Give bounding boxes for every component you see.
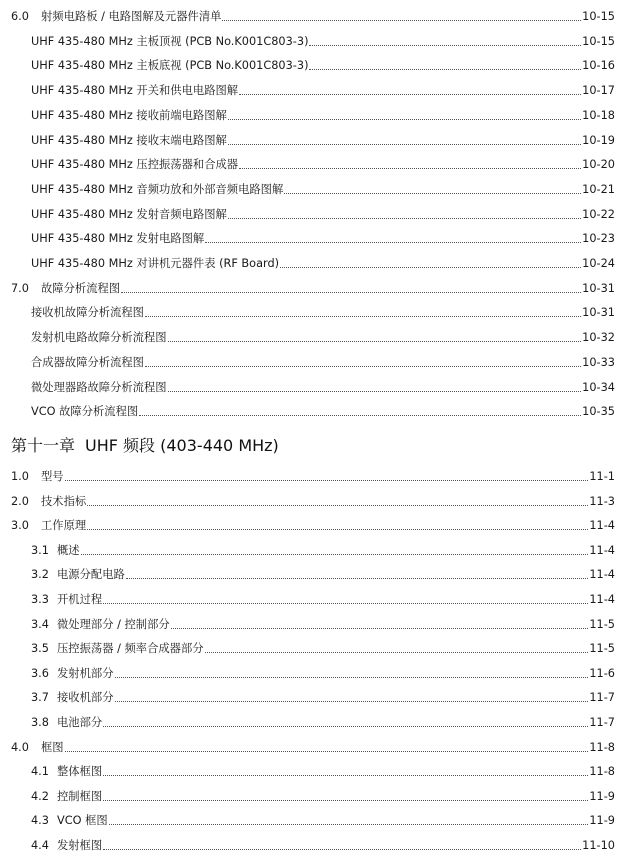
toc-entry[interactable] [0, 226, 633, 246]
dot-leader [284, 192, 581, 194]
toc-entry[interactable] [0, 685, 633, 705]
toc-entry[interactable] [0, 53, 633, 73]
toc-entry[interactable] [0, 325, 633, 345]
toc-entry-title: 合成器故障分析流程图 [31, 355, 144, 369]
dot-leader [168, 390, 582, 392]
toc-entry-title: 故障分析流程图 [41, 281, 121, 295]
dot-leader [228, 143, 581, 145]
toc-entry[interactable] [0, 808, 633, 828]
toc-entry[interactable] [0, 375, 633, 395]
toc-entry[interactable] [0, 29, 633, 49]
toc-entry-title: VCO 框图 [57, 814, 108, 828]
toc-entry-page: 11-6 [589, 666, 615, 680]
toc-entry-number: 6.0 [11, 10, 29, 23]
toc-entry-page: 11-10 [582, 839, 615, 852]
toc-entry-number: 3.3 [31, 593, 49, 606]
dot-leader [103, 848, 581, 850]
toc-entry-title: 整体框图 [57, 765, 103, 779]
dot-leader [239, 93, 581, 95]
toc-entry-number: 4.3 [31, 814, 49, 828]
toc-entry-page: 11-4 [589, 593, 615, 606]
toc-entry-page: 11-7 [589, 691, 615, 705]
toc-entry-page: 11-8 [589, 765, 615, 779]
dot-leader [126, 577, 589, 579]
dot-leader [109, 823, 589, 825]
dot-leader [228, 118, 581, 120]
toc-entry-title: 技术指标 [41, 494, 87, 508]
dot-leader [103, 774, 588, 776]
toc-entry-number: 3.7 [31, 691, 49, 705]
dot-leader [103, 602, 588, 604]
toc-entry-title: 型号 [41, 470, 64, 483]
toc-entry-title: 工作原理 [41, 519, 87, 533]
toc-entry-page: 11-9 [589, 789, 615, 803]
dot-leader [115, 700, 589, 702]
toc-entry[interactable] [0, 833, 633, 853]
dot-leader [205, 241, 581, 243]
dot-leader [65, 750, 589, 752]
toc-entry-title: 压控振荡器 / 频率合成器部分 [57, 642, 204, 656]
toc-entry-title: 接收机部分 [57, 691, 114, 705]
toc-entry-number: 3.8 [31, 716, 49, 729]
dot-leader [115, 676, 589, 678]
toc-entry[interactable] [0, 636, 633, 656]
chapter-heading [11, 433, 289, 459]
dot-leader [103, 799, 588, 801]
toc-entry-title: VCO 故障分析流程图 [31, 405, 139, 419]
toc-entry-title: 框图 [41, 740, 64, 754]
toc-entry-title: UHF 435-480 MHz 接收前端电路图解 [31, 108, 227, 122]
toc-entry[interactable] [0, 202, 633, 222]
dot-leader [145, 365, 581, 367]
toc-entry[interactable] [0, 735, 633, 755]
toc-entry-title: UHF 435-480 MHz 对讲机元器件表 (RF Board) [31, 257, 280, 270]
toc-entry[interactable] [0, 4, 633, 24]
dot-leader [145, 315, 581, 317]
toc-entry[interactable] [0, 103, 633, 123]
dot-leader [309, 68, 581, 70]
toc-entry-title: UHF 435-480 MHz 主板顶视 (PCB No.K001C803-3) [31, 34, 309, 48]
dot-leader [87, 528, 588, 530]
toc-entry-page: 10-23 [582, 232, 615, 246]
toc-entry-number: 4.2 [31, 789, 49, 803]
toc-entry-title: UHF 435-480 MHz 压控振荡器和合成器 [31, 158, 239, 172]
dot-leader [81, 553, 589, 555]
toc-entry-number: 1.0 [11, 470, 29, 483]
toc-entry[interactable] [0, 177, 633, 197]
toc-entry-number: 3.6 [31, 666, 49, 680]
toc-entry-page: 11-1 [589, 470, 615, 483]
toc-entry[interactable] [0, 587, 633, 607]
toc-entry[interactable] [0, 78, 633, 98]
dot-leader [139, 414, 581, 416]
toc-entry-page: 10-34 [582, 380, 615, 394]
dot-leader [205, 651, 589, 653]
toc-entry-page: 10-31 [582, 306, 615, 320]
toc-entry-number: 4.1 [31, 765, 49, 779]
toc-entry[interactable] [0, 710, 633, 730]
toc-entry-title: 概述 [57, 543, 80, 557]
toc-entry-page: 10-16 [582, 59, 615, 73]
toc-entry[interactable] [0, 399, 633, 419]
toc-entry-number: 7.0 [11, 281, 29, 295]
toc-entry-title: 发射框图 [57, 839, 103, 852]
toc-entry[interactable] [0, 152, 633, 172]
toc-entry-title: 微处理部分 / 控制部分 [57, 617, 170, 631]
toc-entry-page: 10-19 [582, 133, 615, 147]
dot-leader [65, 479, 589, 481]
toc-entry[interactable] [0, 251, 633, 271]
toc-entry-page: 10-24 [582, 257, 615, 270]
toc-entry[interactable] [0, 513, 633, 533]
toc-entry-number: 3.0 [11, 519, 29, 533]
toc-entry-page: 10-18 [582, 108, 615, 122]
toc-entry-page: 11-3 [589, 494, 615, 508]
dot-leader [87, 504, 588, 506]
toc-entry-title: 发射机部分 [57, 666, 114, 680]
toc-entry-page: 11-5 [589, 642, 615, 656]
dot-leader [168, 340, 582, 342]
toc-entry-title: UHF 435-480 MHz 发射音频电路图解 [31, 207, 227, 221]
toc-entry-number: 4.0 [11, 740, 29, 754]
toc-entry[interactable] [0, 128, 633, 148]
toc-entry-number: 4.4 [31, 839, 49, 852]
toc-entry-title: 电源分配电路 [57, 568, 125, 582]
toc-entry-number: 3.5 [31, 642, 49, 656]
toc-entry-title: 开机过程 [57, 593, 103, 606]
dot-leader [228, 217, 581, 219]
toc-entry-page: 11-4 [589, 568, 615, 582]
dot-leader [103, 725, 588, 727]
toc-entry-title: UHF 435-480 MHz 主板底视 (PCB No.K001C803-3) [31, 59, 309, 73]
toc-entry-page: 10-20 [582, 158, 615, 172]
toc-entry-page: 10-17 [582, 84, 615, 98]
toc-entry-title: 电池部分 [57, 716, 103, 729]
toc-entry-title: 控制框图 [57, 789, 103, 803]
toc-entry-title: 射频电路板 / 电路图解及元器件清单 [41, 10, 222, 23]
toc-entry[interactable] [0, 300, 633, 320]
toc-entry-page: 11-5 [589, 617, 615, 631]
dot-leader [239, 167, 581, 169]
toc-entry[interactable] [0, 464, 633, 484]
toc-entry-page: 10-31 [582, 281, 615, 295]
chapter-label: 第十一章 [11, 436, 76, 455]
toc-entry-title: 微处理器路故障分析流程图 [31, 380, 167, 394]
dot-leader [171, 627, 589, 629]
toc-entry[interactable] [0, 276, 633, 296]
toc-entry-number: 3.4 [31, 617, 49, 631]
toc-entry-page: 11-4 [589, 543, 615, 557]
toc-entry-number: 3.1 [31, 543, 49, 557]
toc-entry-title: UHF 435-480 MHz 发射电路图解 [31, 232, 205, 246]
dot-leader [121, 291, 581, 293]
dot-leader [309, 44, 581, 46]
toc-entry-page: 10-35 [582, 405, 615, 419]
toc-entry-number: 3.2 [31, 568, 49, 582]
toc-entry[interactable] [0, 489, 633, 509]
toc-entry[interactable] [0, 784, 633, 804]
toc-entry-page: 11-7 [589, 716, 615, 729]
toc-entry[interactable] [0, 759, 633, 779]
toc-entry[interactable] [0, 538, 633, 558]
toc-entry-title: 接收机故障分析流程图 [31, 306, 144, 320]
dot-leader [222, 19, 581, 21]
toc-entry-page: 10-22 [582, 207, 615, 221]
toc-entry-number: 2.0 [11, 494, 29, 508]
chapter-title: UHF 频段 (403-440 MHz) [85, 436, 279, 455]
toc-entry-page: 10-15 [582, 10, 615, 23]
toc-entry[interactable] [0, 612, 633, 632]
toc-entry-page: 11-8 [589, 740, 615, 754]
toc-entry[interactable] [0, 661, 633, 681]
toc-entry[interactable] [0, 562, 633, 582]
dot-leader [280, 266, 581, 268]
toc-entry-page: 11-4 [589, 519, 615, 533]
toc-entry[interactable] [0, 350, 633, 370]
toc-entry-page: 10-33 [582, 355, 615, 369]
toc-entry-page: 11-9 [589, 814, 615, 828]
toc-entry-page: 10-32 [582, 331, 615, 345]
toc-entry-title: UHF 435-480 MHz 接收末端电路图解 [31, 133, 227, 147]
toc-entry-title: 发射机电路故障分析流程图 [31, 331, 167, 345]
toc-entry-title: UHF 435-480 MHz 开关和供电电路图解 [31, 84, 239, 98]
toc-entry-title: UHF 435-480 MHz 音频功放和外部音频电路图解 [31, 182, 284, 196]
toc-entry-page: 10-21 [582, 182, 615, 196]
toc-entry-page: 10-15 [582, 34, 615, 48]
